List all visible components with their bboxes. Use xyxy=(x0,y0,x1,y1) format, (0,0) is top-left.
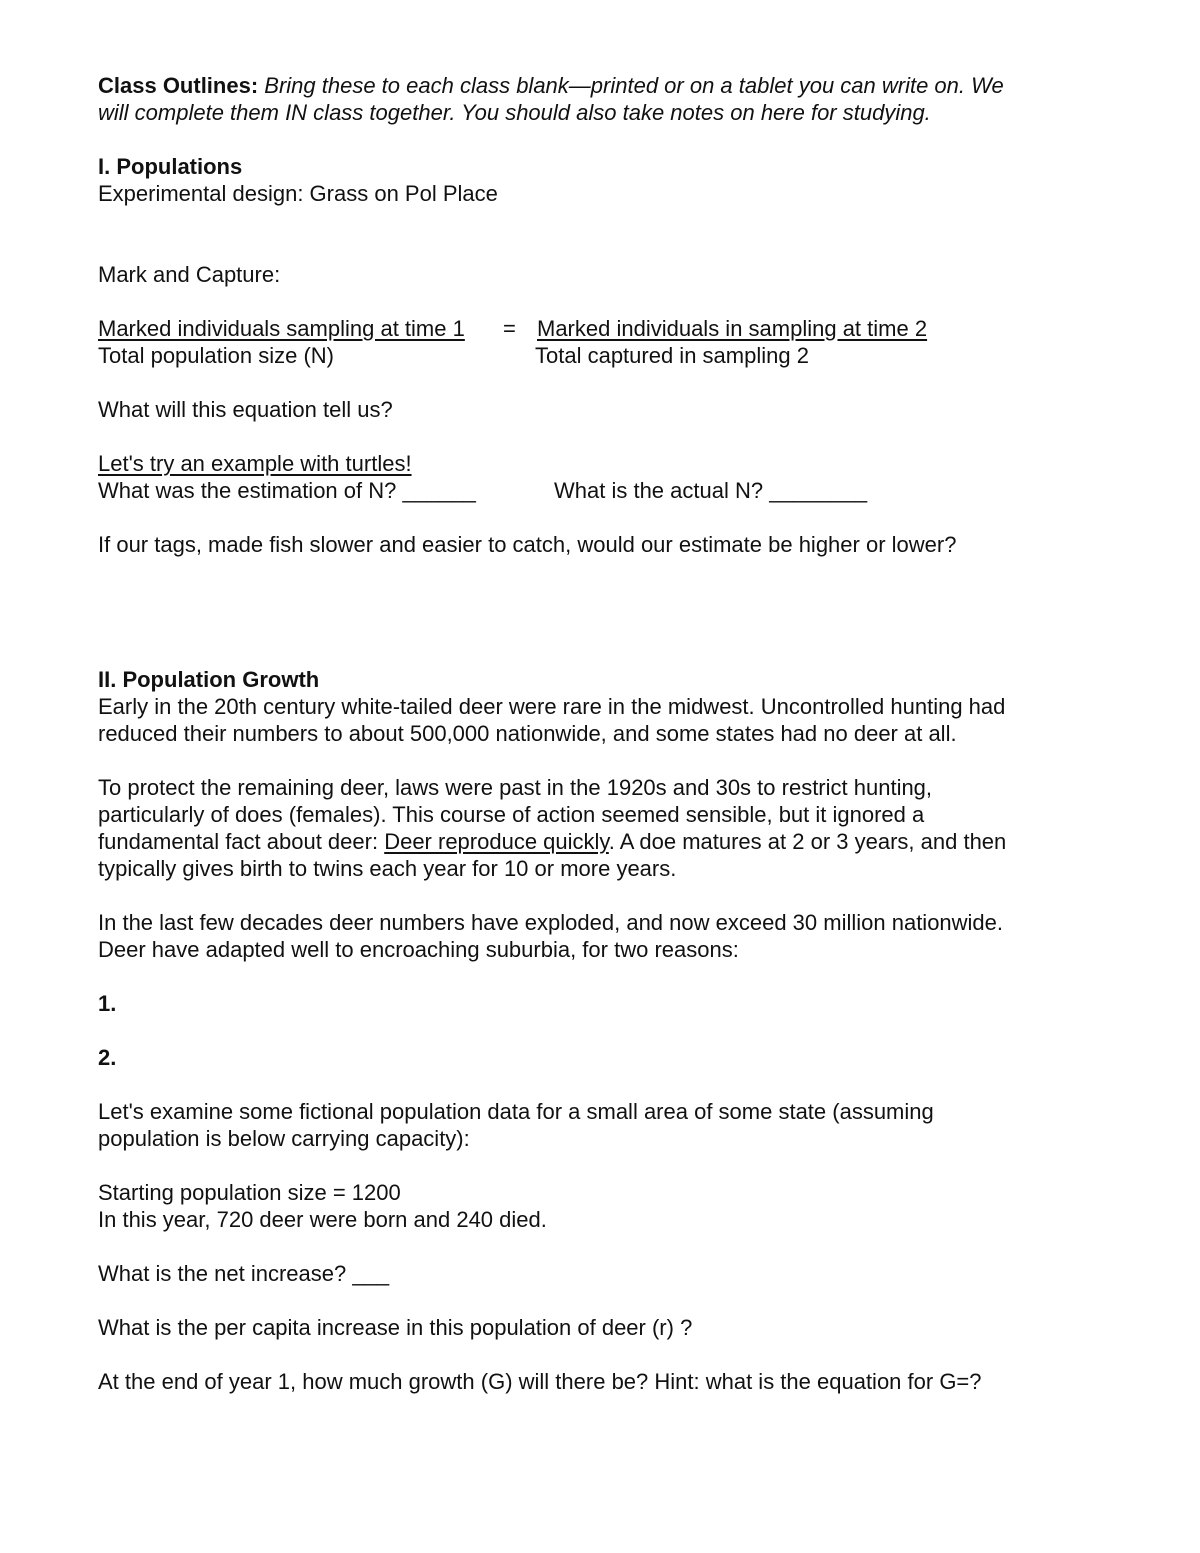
para-3-line-2: Deer have adapted well to encroaching suburbia, for two reasons: xyxy=(98,937,739,962)
right-denominator: Total captured in sampling 2 xyxy=(535,343,809,368)
experimental-design: Experimental design: Grass on Pol Place xyxy=(98,181,498,206)
deer-reproduce-quickly: Deer reproduce quickly xyxy=(384,829,609,854)
right-numerator: Marked individuals in sampling at time 2 xyxy=(537,316,928,341)
tags-question: If our tags, made fish slower and easier to catch, would our estimate be higher or lower? xyxy=(98,532,957,557)
equation-denominator-row xyxy=(98,342,1098,369)
para-2-line-2: particularly of does (females). This course of action seemed sensible, but it ignored a xyxy=(98,802,925,827)
para-2-line-1: To protect the remaining deer, laws were past in the 1920s and 30s to restrict hunting, xyxy=(98,775,933,800)
section-1-heading: I. Populations xyxy=(98,154,243,179)
intro-label: Class Outlines: xyxy=(98,73,259,98)
examine-line-2: population is below carrying capacity): xyxy=(98,1126,470,1151)
growth-question: At the end of year 1, how much growth (G) will there be? Hint: what is the equation for G=? xyxy=(98,1369,982,1394)
examine-line-1: Let's examine some fictional population data for a small area of some state (assuming xyxy=(98,1099,934,1124)
para-1-line-2: reduced their numbers to about 500,000 nationwide, and some states had no deer at all. xyxy=(98,721,957,746)
section-2-heading: II. Population Growth xyxy=(98,667,320,692)
document-page xyxy=(98,72,1098,1395)
estimation-question: What was the estimation of N? ______ xyxy=(98,478,476,503)
intro-line-2: will complete them IN class together. You should also take notes on here for studying. xyxy=(98,100,931,125)
para-2-line-3-start: fundamental fact about deer: xyxy=(98,829,385,854)
actual-question: What is the actual N? ________ xyxy=(554,478,868,503)
para-2-line-3-end: . A doe matures at 2 or 3 years, and then xyxy=(608,829,1007,854)
equation-numerator-row xyxy=(98,315,1098,342)
mark-capture-label: Mark and Capture: xyxy=(98,262,281,287)
reason-1: 1. xyxy=(98,991,117,1016)
estimation-row xyxy=(98,477,1098,504)
turtle-example-title: Let's try an example with turtles! xyxy=(98,451,412,476)
intro-text-1: Bring these to each class blank—printed or on a tablet you can write on. We xyxy=(264,73,1004,98)
intro-line-1 xyxy=(98,72,1098,99)
starting-population: Starting population size = 1200 xyxy=(98,1180,401,1205)
per-capita-question: What is the per capita increase in this population of deer (r) ? xyxy=(98,1315,693,1340)
equals-sign: = xyxy=(503,316,516,341)
para-3-line-1: In the last few decades deer numbers have exploded, and now exceed 30 million nationwide. xyxy=(98,910,1004,935)
left-numerator: Marked individuals sampling at time 1 xyxy=(98,316,465,341)
net-increase-question: What is the net increase? ___ xyxy=(98,1261,390,1286)
reason-2: 2. xyxy=(98,1045,117,1070)
para-1-line-1: Early in the 20th century white-tailed deer were rare in the midwest. Uncontrolled hunting had xyxy=(98,694,1006,719)
para-2-line-4: typically gives birth to twins each year for 10 or more years. xyxy=(98,856,677,881)
para-2-line-3 xyxy=(98,828,1098,855)
born-died: In this year, 720 deer were born and 240 died. xyxy=(98,1207,547,1232)
left-denominator: Total population size (N) xyxy=(98,343,335,368)
equation-question: What will this equation tell us? xyxy=(98,397,393,422)
